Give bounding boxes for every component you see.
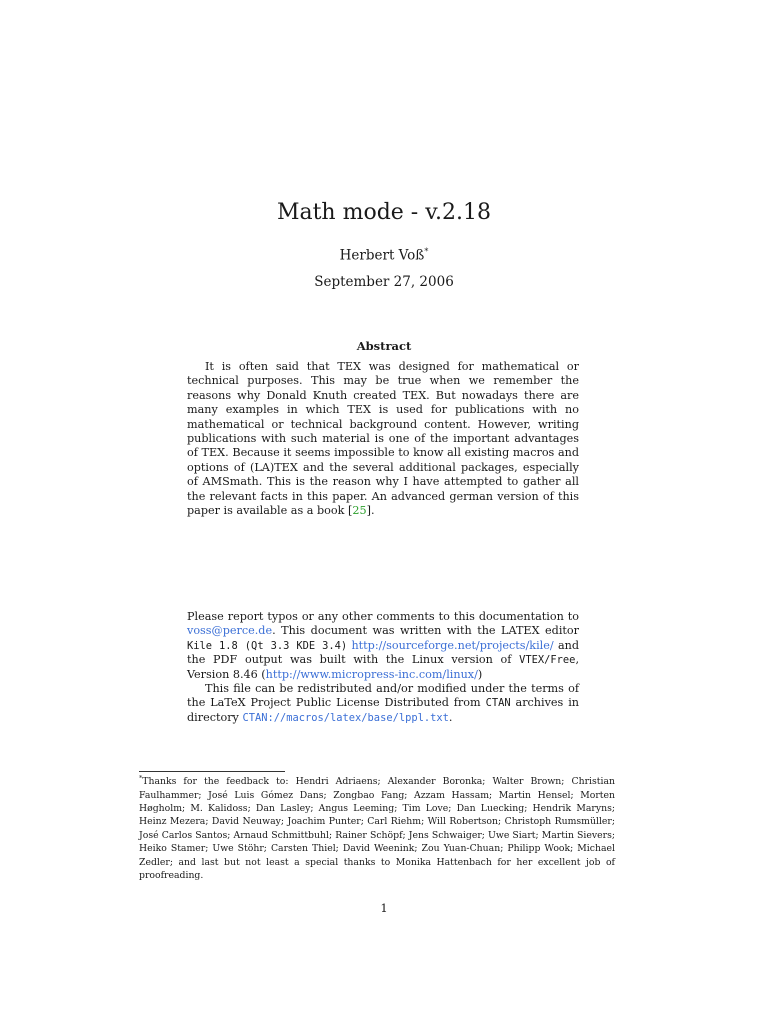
report-paragraph-1: Please report typos or any other comments to this documentation to voss@perce.de. This document was written with the LATEX editor Kile 1.8 (Qt 3.3 KDE 3.4) http://sourceforge.net/projects/kile/ and the PDF output was built with the Linux version of VTEX/Free, Version 8.46 (http://www.micropress-inc.com/linux/): [187, 610, 579, 681]
ctan-label: CTAN: [485, 697, 511, 710]
ctan-path-link[interactable]: CTAN://macros/latex/base/lppl.txt: [242, 711, 449, 724]
micropress-url-link[interactable]: http://www.micropress-inc.com/linux/: [265, 667, 478, 681]
kile-version: Kile 1.8 (Qt 3.3 KDE 3.4): [187, 639, 348, 652]
footnote-text: *Thanks for the feedback to: Hendri Adriaens; Alexander Boronka; Walter Brown; Christian Faulhammer; José Luis Gómez Dans; Zongbao Fang; Azzam Hassam; Martin Hensel; Morten Høgholm; M. Kalidoss; Dan Lasley; Angus Leeming; Tim Love; Dan Luecking; Hendrik Maryns; Heinz Mezera; David Neuway; Joachim Punter; Carl Riehm; Will Robertson; Christoph Rumsmüller; José Carlos Santos; Arnaud Schmittbuhl; Rainer Schöpf; Jens Schwaiger; Uwe Siart; Martin Sievers; Heiko Stamer; Uwe Stöhr; Carsten Thiel; David Weenink; Zou Yuan-Chuan; Philipp Wook; Michael Zedler; and last but not least a special thanks to Monika Hattenbach for her excellent job of proofreading.: [139, 774, 615, 881]
email-link[interactable]: voss@perce.de: [187, 624, 273, 638]
footnote-mark: *: [139, 774, 143, 782]
page-number: 1: [380, 901, 388, 915]
report-section: [187, 610, 579, 725]
footnote-marker[interactable]: *: [424, 247, 429, 256]
document-date: September 27, 2006: [314, 274, 454, 290]
abstract-text: It is often said that TEX was designed for mathematical or technical purposes. This may be true when we remember the reasons why Donald Knuth created TEX. But nowadays there are many examples in which TEX is used for publications with no mathematical or technical background content. However, writing publications with such material is one of the important advantages of TEX. Because it seems impossible to know all existing macros and options of (LA)TEX and the several additional packages, especially of AMSmath. This is the reason why I have attempted to gather all the relevant facts in this paper. An advanced german version of this paper is available as a book [25].: [187, 360, 579, 518]
kile-url-link[interactable]: http://sourceforge.net/projects/kile/: [351, 638, 554, 652]
author-line: [0, 247, 768, 264]
document-title: Math mode - v.2.18: [276, 200, 492, 225]
author-name: Herbert Voß: [339, 247, 425, 264]
report-paragraph-2: This file can be redistributed and/or modified under the terms of the LaTeX Project Public License Distributed from CTAN archives in directory CTAN://macros/latex/base/lppl.txt.: [187, 682, 579, 724]
abstract-heading: Abstract: [356, 339, 412, 353]
vtex-name: VTEX/Free: [519, 654, 576, 667]
citation-link[interactable]: 25: [352, 504, 367, 518]
